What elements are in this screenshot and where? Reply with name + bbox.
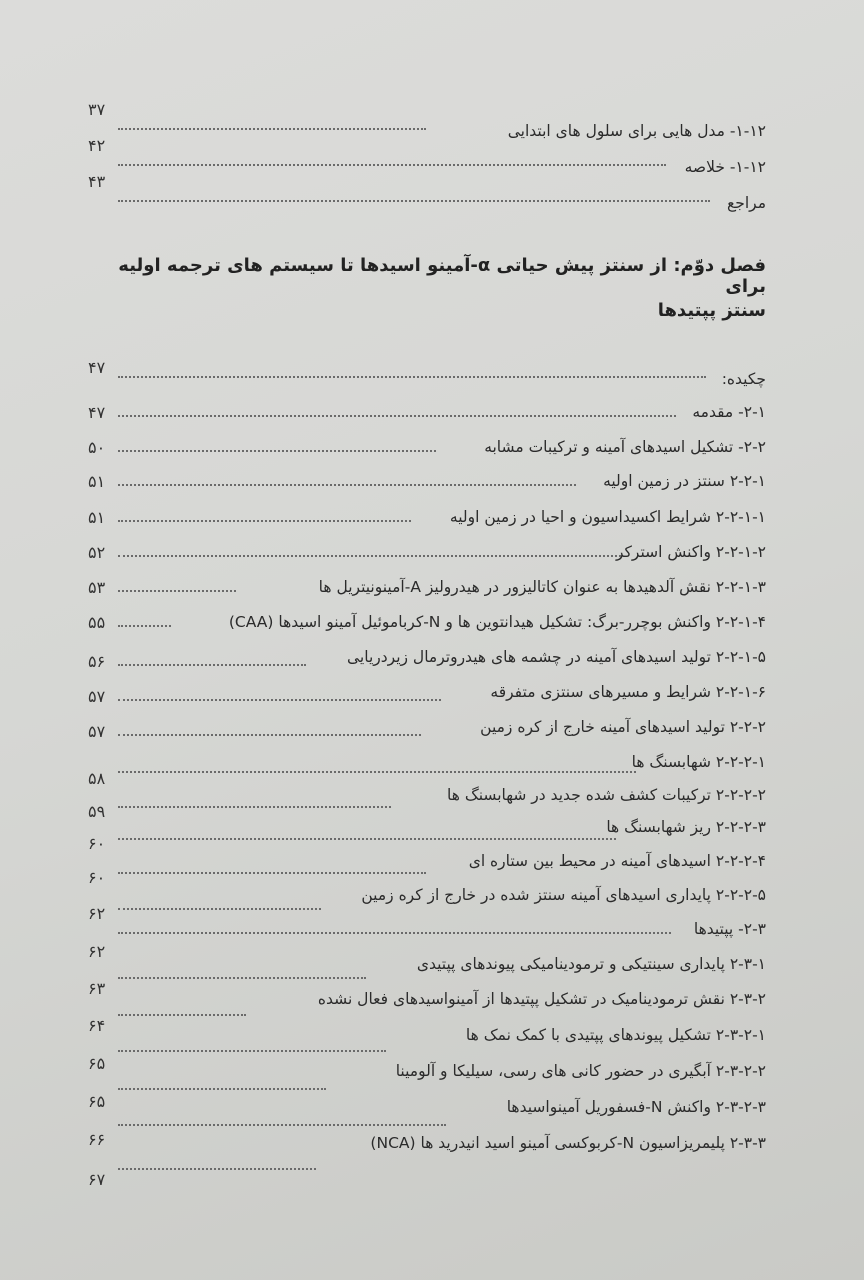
toc-entry-title: ۲-۲-۱-۵ تولید اسیدهای آمینه در چشمه های هیدروترمال زیردریایی (347, 648, 766, 666)
toc-entry-page: ۵۷ (88, 722, 106, 741)
leader-dots (118, 1014, 246, 1016)
toc-entry-page: ۶۷ (88, 1170, 106, 1189)
toc-entry (88, 578, 766, 604)
toc-entry-page: ۴۷ (88, 403, 106, 422)
toc-entry-title: مراجع (727, 194, 766, 212)
toc-entry (88, 543, 766, 569)
leader-dots (118, 200, 710, 202)
toc-entry-page: ۴۳ (88, 172, 106, 191)
chapter-title: فصل دوّم: از سنتز پیش حیاتی α-آمینو اسیدها تا سیستم های ترجمه اولیه برای (118, 255, 766, 297)
toc-entry (88, 818, 766, 853)
toc-entry-page: ۵۱ (88, 472, 106, 491)
toc-entry-title: چکیده: (721, 370, 766, 388)
toc-entry-title: ۲-۳-۲ نقش ترمودینامیک در تشکیل پپتیدها از آمینواسیدهای فعال نشده (317, 990, 766, 1008)
toc-entry (88, 438, 766, 464)
toc-entry-title: ۲-۲-۲-۵ پایداری اسیدهای آمینه سنتز شده در خارج از کره زمین (361, 886, 766, 904)
toc-entry-page: ۴۲ (88, 136, 106, 155)
toc-entry-page: ۵۲ (88, 543, 106, 562)
toc-entry (88, 955, 766, 998)
toc-entry-title: ۲-۲-۱-۳ نقش آلدهیدها به عنوان کاتالیزور در هیدرولیز A-آمینونیتریل ها (318, 578, 766, 596)
leader-dots (118, 664, 306, 666)
toc-entry-page: ۵۷ (88, 687, 106, 706)
toc-entry (88, 886, 766, 923)
toc-entry-title: ۲-۲-۱-۱ شرایط اکسیداسیون و احیا در زمین اولیه (449, 508, 766, 526)
toc-entry-title: ۲-۲-۱-۲ واکنش استرکر (615, 543, 766, 561)
toc-entry-page: ۴۷ (88, 358, 106, 377)
toc-entry-page: ۶۰ (88, 868, 106, 887)
toc-entry-page: ۵۹ (88, 802, 106, 821)
leader-dots (118, 520, 411, 522)
toc-entry-page: ۶۲ (88, 942, 106, 961)
toc-entry (88, 683, 766, 709)
leader-dots (118, 932, 671, 934)
toc-entry-page: ۶۴ (88, 1016, 106, 1035)
leader-dots (118, 590, 236, 592)
leader-dots (118, 908, 321, 910)
toc-entry-page: ۶۵ (88, 1054, 106, 1073)
toc-entry (88, 648, 766, 674)
toc-entry-title: ۲-۳-۲-۲ آبگیری در حضور کانی های رسی، سیلیکا و آلومینا (395, 1062, 766, 1080)
toc-entry (88, 472, 766, 498)
leader-dots (118, 734, 421, 736)
toc-entry (88, 718, 766, 744)
toc-entry-page: ۶۵ (88, 1092, 106, 1111)
toc-entry-title: ۲-۳-۲-۳ واکنش N-فسفوریل آمینواسیدها (506, 1098, 766, 1116)
leader-dots (118, 376, 706, 378)
toc-entry (88, 852, 766, 887)
leader-dots (118, 625, 171, 627)
leader-dots (118, 415, 676, 417)
toc-entry-title: ۲-۳-۳ پلیمریزاسیون N-کربوکسی آمینو اسید انیدرید ها (NCA) (370, 1134, 766, 1152)
toc-entry (88, 358, 766, 396)
chapter-title-continued: سنتز پپتیدها (657, 300, 766, 321)
leader-dots (118, 164, 666, 166)
toc-entry-page: ۵۱ (88, 508, 106, 527)
leader-dots (118, 1050, 386, 1052)
toc-entry-title: ۲-۲-۲-۱ شهابسنگ ها (631, 753, 766, 771)
toc-entry-title: ۱-۱۲- خلاصه (684, 158, 766, 176)
toc-entry-title: ۲-۲-۲-۲ ترکیبات کشف شده جدید در شهابسنگ ها (447, 786, 766, 804)
toc-entry-title: ۲-۳-۲-۱ تشکیل پیوندهای پپتیدی با کمک نمک ها (465, 1026, 766, 1044)
leader-dots (118, 977, 366, 979)
toc-entry-title: ۲-۳-۱ پایداری سینتیکی و ترمودینامیکی پیوندهای پپتیدی (416, 955, 766, 973)
leader-dots (118, 699, 441, 701)
leader-dots (118, 555, 621, 557)
toc-entry (88, 613, 766, 639)
leader-dots (118, 806, 391, 808)
toc-entry-title: ۲-۲-۲-۳ ریز شهابسنگ ها (606, 818, 766, 836)
toc-entry-title: ۲-۳- پپتیدها (693, 920, 766, 938)
leader-dots (118, 1124, 446, 1126)
toc-entry-page: ۵۸ (88, 769, 106, 788)
toc-entry-page: ۶۶ (88, 1130, 106, 1149)
leader-dots (118, 1088, 326, 1090)
toc-entry-page: ۳۷ (88, 100, 106, 119)
leader-dots (118, 484, 576, 486)
toc-entry-page: ۵۰ (88, 438, 106, 457)
toc-entry-page: ۵۳ (88, 578, 106, 597)
toc-entry-title: ۲-۱- مقدمه (692, 403, 766, 421)
leader-dots (118, 838, 616, 840)
leader-dots (118, 450, 436, 452)
toc-entry-title: ۲-۲-۱-۶ شرایط و مسیرهای سنتزی متفرقه (490, 683, 766, 701)
toc-entry-title: ۲-۲-۱-۴ واکنش بوچرر-برگ: تشکیل هیدانتوین ها و N-کرباموئیل آمینو اسیدها (CAA) (228, 613, 766, 631)
leader-dots (118, 128, 426, 130)
toc-entry-page: ۶۰ (88, 834, 106, 853)
leader-dots (118, 771, 636, 773)
toc-entry-page: ۶۲ (88, 904, 106, 923)
toc-entry (88, 403, 766, 429)
toc-entry (88, 172, 766, 220)
toc-entry-page: ۵۶ (88, 652, 106, 671)
toc-entry-page: ۶۳ (88, 979, 106, 998)
leader-dots (118, 872, 426, 874)
toc-entry (88, 786, 766, 821)
toc-entry (88, 753, 766, 788)
toc-entry (88, 920, 766, 961)
toc-entry-title: ۲-۲- تشکیل اسیدهای آمینه و ترکیبات مشابه (484, 438, 766, 456)
toc-entry-title: ۲-۲-۱ سنتز در زمین اولیه (603, 472, 766, 490)
toc-entry (88, 508, 766, 534)
leader-dots (118, 1168, 316, 1170)
toc-entry-title: ۲-۲-۲ تولید اسیدهای آمینه خارج از کره زمین (480, 718, 766, 736)
toc-entry-page: ۵۵ (88, 613, 106, 632)
toc-entry-title: ۱-۱۲- مدل هایی برای سلول های ابتدایی (507, 122, 766, 140)
toc-entry-title: ۲-۲-۲-۴ اسیدهای آمینه در محیط بین ستاره ای (468, 852, 766, 870)
